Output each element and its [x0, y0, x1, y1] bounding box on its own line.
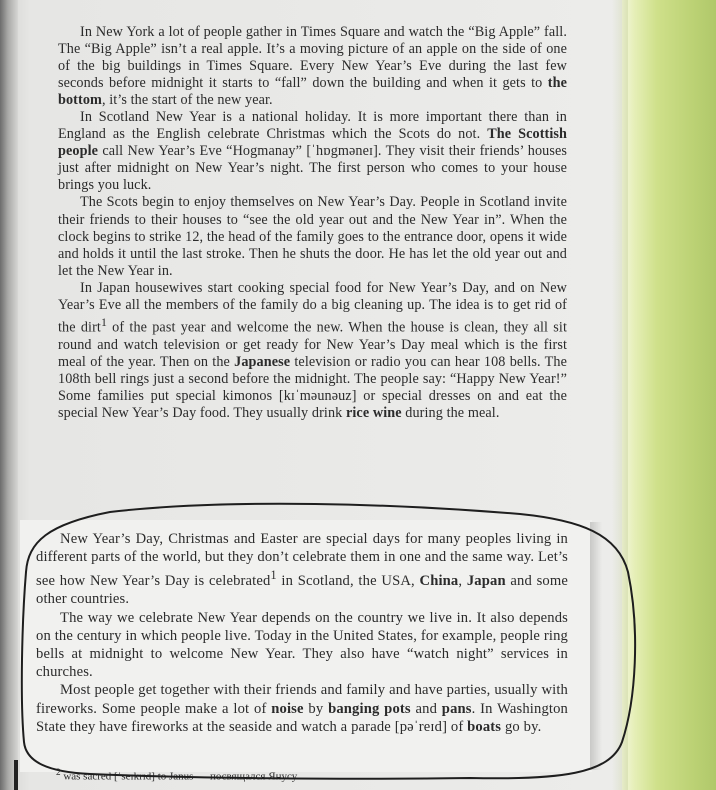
pasted-excerpt	[36, 530, 568, 736]
paragraph-scotland: In Scotland New Year is a national holiday. It is more important there than in England as the English celebrate Christmas which the Scots do not. The Scottish people call New Year’s Eve “Hogmanay” [ˈhɒgməneɪ]. They visit their friends’ houses just after midnight on New Year’s night. The first person who comes to your house brings you luck.	[58, 109, 568, 194]
page-edge-shade	[612, 0, 628, 790]
green-page-edge	[622, 0, 716, 790]
footnote: $^2$ was sacred [ˈseɪkrɪd] to Janus — посвящался Янусу	[56, 767, 298, 783]
paragraph-intro: New Year’s Day, Christmas and Easter are special days for many peoples living in different parts of the world, but they don’t celebrate them in one and the same way. Let’s see how New Year’s Day is celebrated$^1$ in Scotland, the USA, China, Japan and some other countries.	[36, 531, 568, 608]
paragraph-new-york: In New York a lot of people gather in Times Square and watch the “Big Apple” fall. The “Big Apple” isn’t a real apple. It’s a moving picture of an apple on the side of one of the big buildings in Times Square. Every New Year’s Eve during the last few seconds before midnight it starts to “fall” down the building and when it gets to the bottom, it’s the start of the new year.	[58, 24, 567, 109]
page-binding	[0, 0, 18, 790]
paragraph-scots-new-years-day: The Scots begin to enjoy themselves on New Year’s Day. People in Scotland invite their friends to their houses to “see the old year out and the New Year in”. When the clock begins to strike 12, the head of the family goes to the entrance door, opens it wide and holds it until the last stroke. Then he shuts the door. He has let the old year out and let the New Year in.	[58, 194, 567, 279]
main-article	[58, 24, 567, 422]
margin-mark	[14, 760, 18, 790]
paragraph-parties: Most people get together with their friends and family and have parties, usually with fireworks. Some people make a lot of noise by banging pots and pans. In Washington State they have fireworks at the seaside and watch a parade [pəˈreɪd] of boats go by.	[36, 682, 568, 735]
paragraph-depends-on-country: The way we celebrate New Year depends on the country we live in. It also depends on the century in which people live. Today in the United States, for example, people ring bells at midnight to welcome New Year. They also have “watch night” services in churches.	[36, 609, 568, 681]
paragraph-japan: In Japan housewives start cooking special food for New Year’s Day, and on New Year’s Eve all the members of the family do a big cleaning up. The idea is to get rid of the dirt$^1$ of the past year and welcome the new. When the house is clean, they all sit round and watch television or get ready for New Year’s Day meal which is the first meal of the year. Then on the Japanese television or radio you can hear 108 bells. The 108th bell rings just a second before the midnight. The people say: “Happy New Year!” Some families put special kimonos [kɪˈməunəuz] or special dresses on and eat the special New Year’s Day food. They usually drink rice wine during the meal.	[58, 279, 567, 421]
excerpt-shadow	[590, 522, 602, 770]
